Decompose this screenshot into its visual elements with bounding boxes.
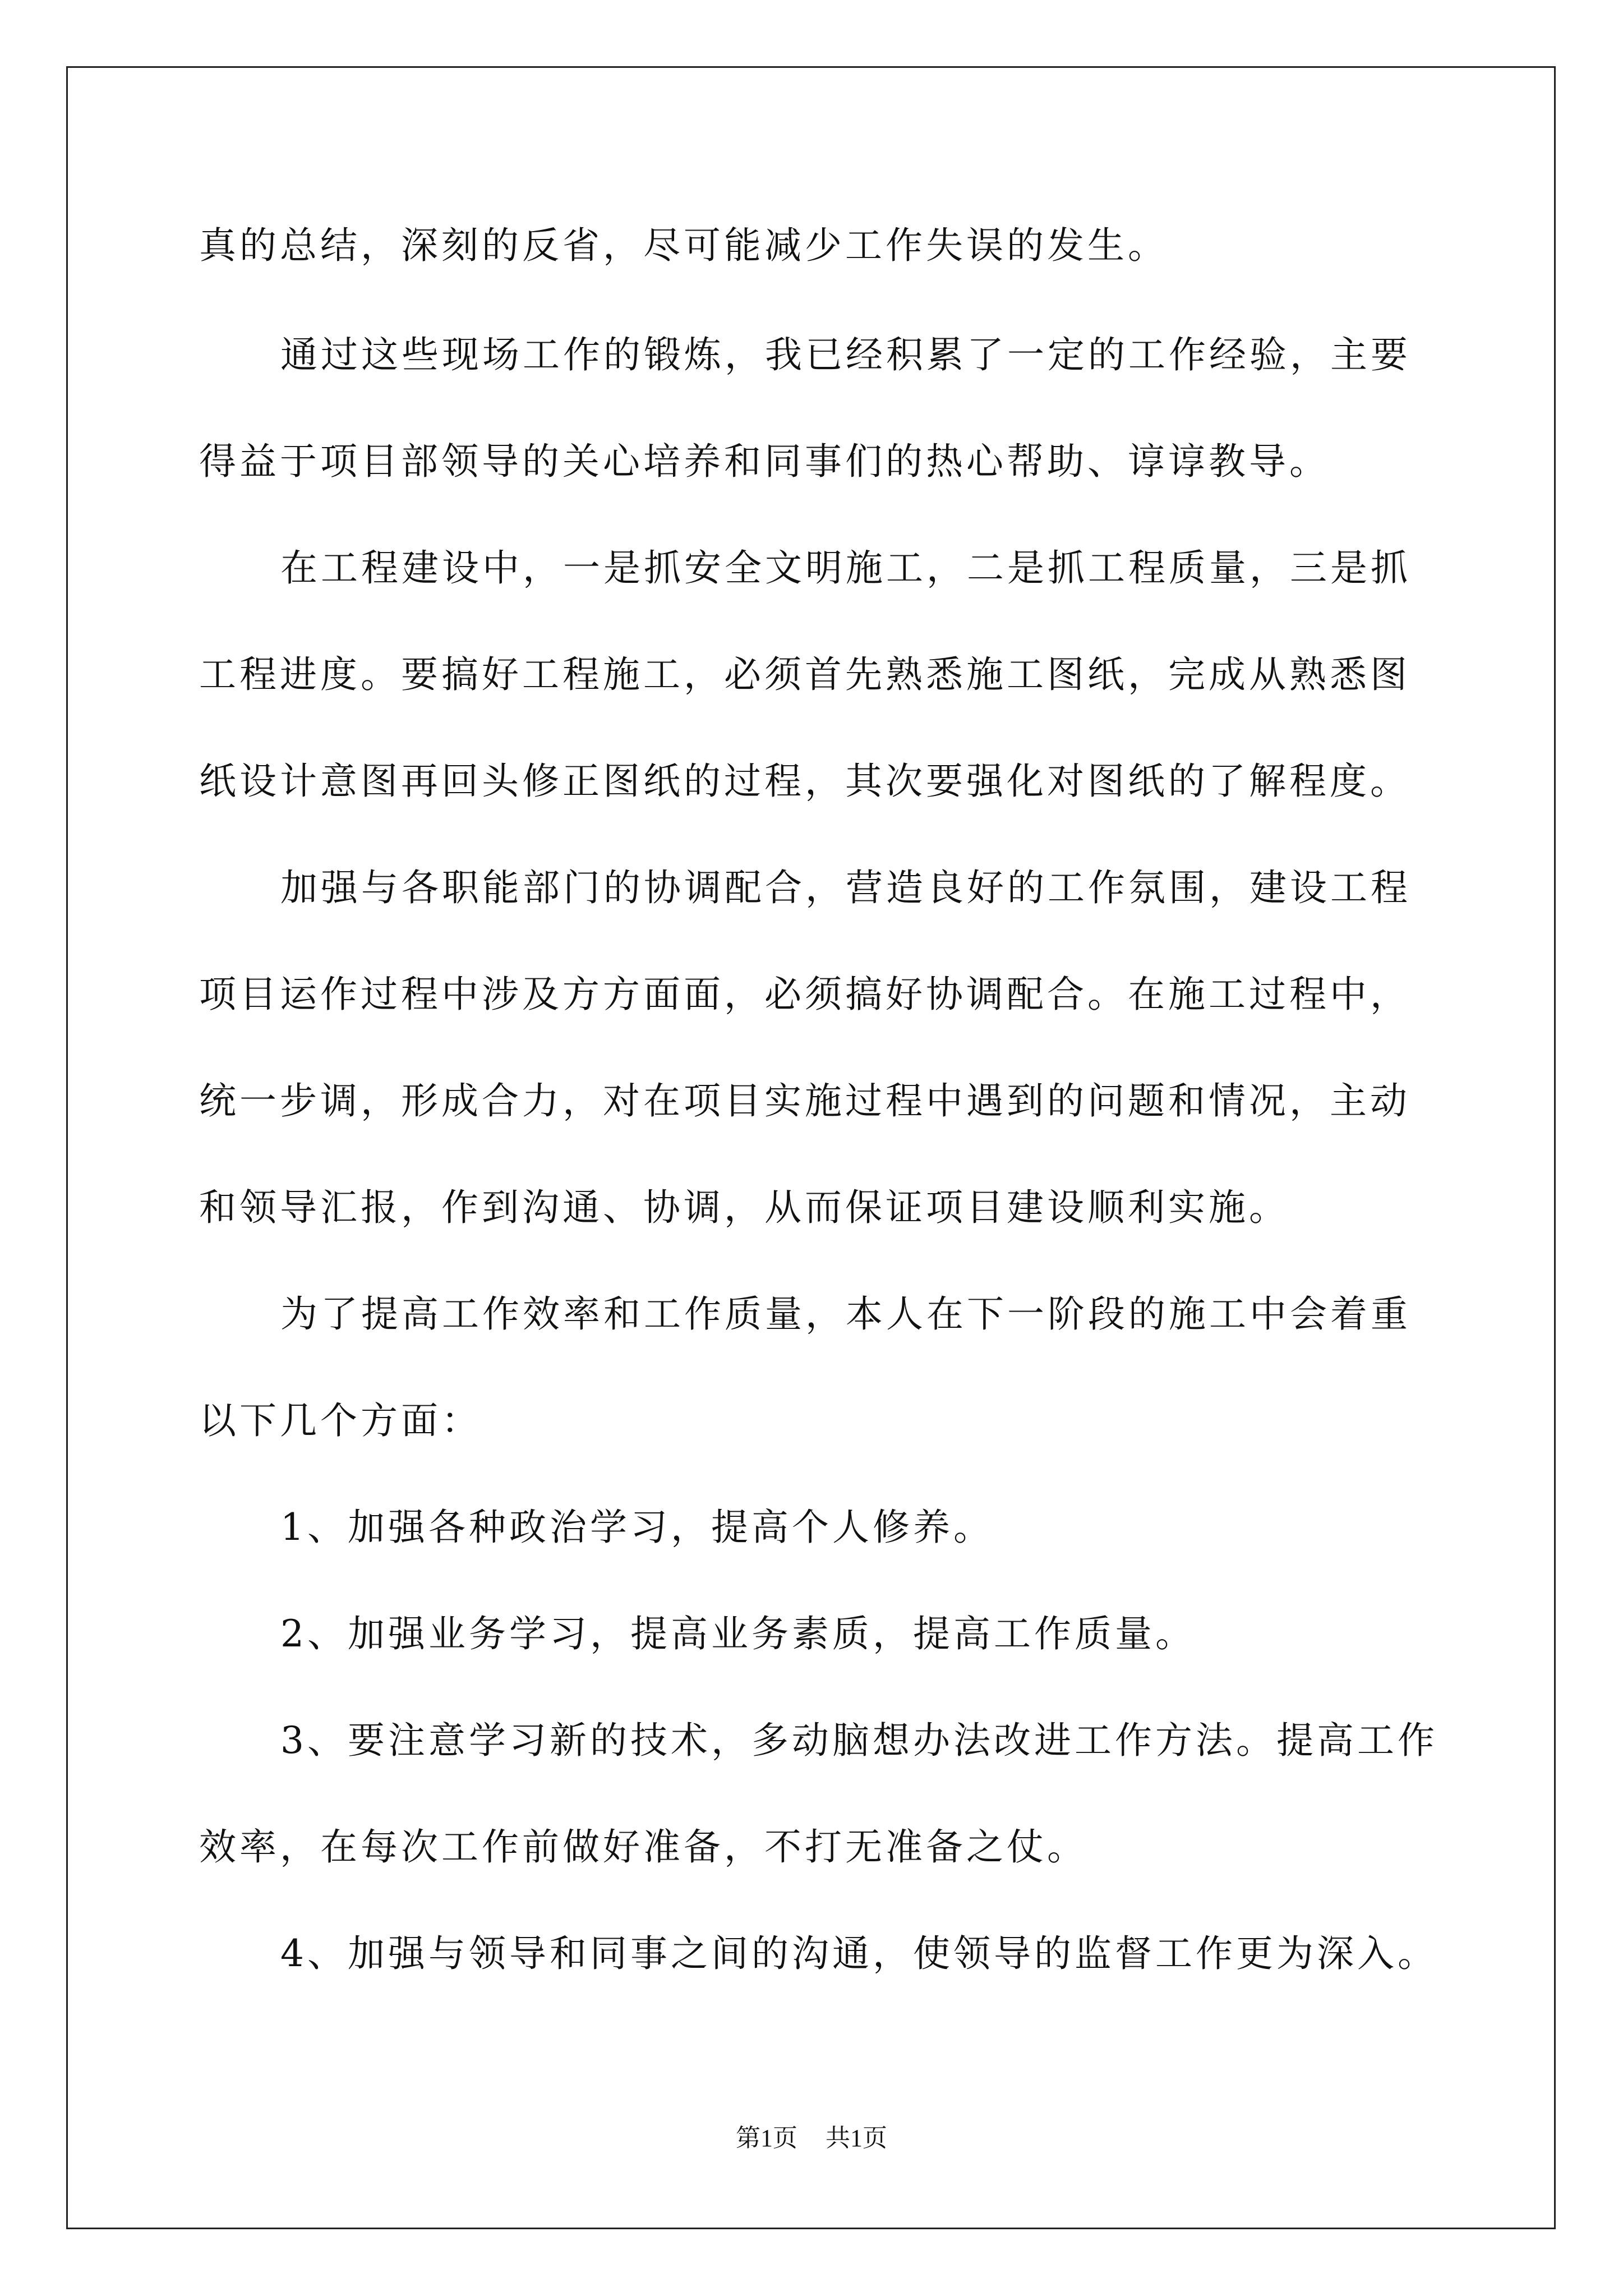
list-item: 4、加强与领导和同事之间的沟通，使领导的监督工作更为深入。 <box>280 1932 1438 1975</box>
text-line: 纸设计意图再回头修正图纸的过程，其次要强化对图纸的了解程度。 <box>199 760 1410 803</box>
list-item: 1、加强各种政治学习，提高个人修养。 <box>280 1506 994 1549</box>
text-line: 真的总结，深刻的反省，尽可能减少工作失误的发生。 <box>199 224 1168 267</box>
page-total: 共1页 <box>826 2124 887 2152</box>
paragraph-first-line: 通过这些现场工作的锻炼，我已经积累了一定的工作经验，主要 <box>280 333 1411 376</box>
paragraph-first-line: 为了提高工作效率和工作质量，本人在下一阶段的施工中会着重 <box>280 1292 1411 1336</box>
text-line: 得益于项目部领导的关心培养和同事们的热心帮助、谆谆教导。 <box>199 440 1330 483</box>
page-border <box>66 66 1556 2229</box>
page-number: 第1页 <box>736 2124 797 2152</box>
text-line: 项目运作过程中涉及方方面面，必须搞好协调配合。在施工过程中， <box>199 973 1410 1016</box>
text-line: 以下几个方面： <box>199 1399 482 1442</box>
paragraph-first-line: 在工程建设中，一是抓安全文明施工，二是抓工程质量，三是抓 <box>280 546 1411 590</box>
paragraph-first-line: 加强与各职能部门的协调配合，营造良好的工作氛围，建设工程 <box>280 866 1411 909</box>
text-line: 工程进度。要搞好工程施工，必须首先熟悉施工图纸，完成从熟悉图 <box>199 653 1410 696</box>
text-line: 和领导汇报，作到沟通、协调，从而保证项目建设顺利实施。 <box>199 1186 1289 1229</box>
list-item: 2、加强业务学习，提高业务素质，提高工作质量。 <box>280 1612 1196 1655</box>
text-line: 效率，在每次工作前做好准备，不打无准备之仗。 <box>199 1825 1087 1869</box>
text-line: 统一步调，形成合力，对在项目实施过程中遇到的问题和情况，主动 <box>199 1079 1410 1122</box>
page-footer <box>0 2118 1623 2154</box>
list-item: 3、要注意学习新的技术，多动脑想办法改进工作方法。提高工作 <box>280 1719 1438 1762</box>
